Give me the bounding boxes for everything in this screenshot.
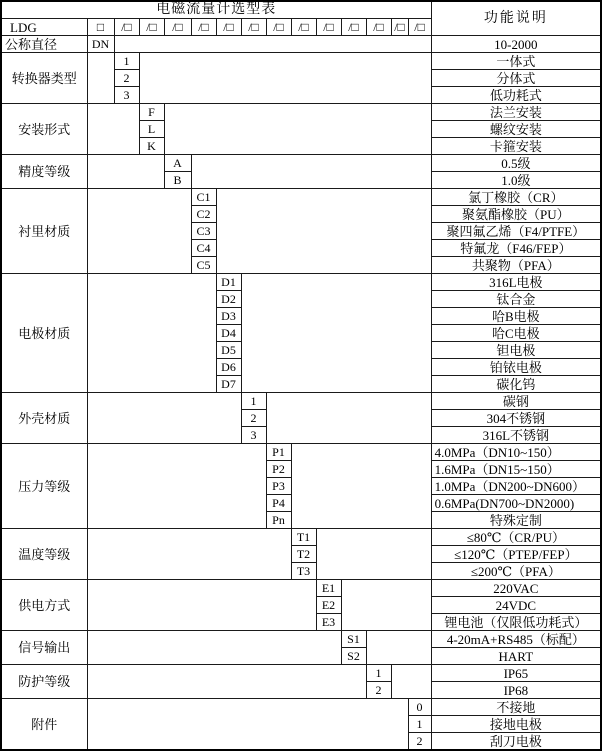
code-slot-box: /□: [266, 19, 291, 36]
description-cell: 哈B电极: [431, 308, 601, 325]
empty-filler: [241, 274, 431, 393]
category-label: 供电方式: [1, 580, 87, 631]
empty-filler: [139, 53, 431, 104]
code-cell: D3: [216, 308, 241, 325]
code-slot-box: □: [87, 19, 114, 36]
description-cell: 特氟龙（F46/FEP）: [431, 240, 601, 257]
description-cell: 钽电极: [431, 342, 601, 359]
category-label: 精度等级: [1, 155, 87, 189]
description-cell: 24VDC: [431, 597, 601, 614]
description-cell: 1.0级: [431, 172, 601, 189]
description-cell: ≤200℃（PFA）: [431, 563, 601, 580]
code-cell: P2: [266, 461, 291, 478]
description-cell: 哈C电极: [431, 325, 601, 342]
function-column-header: 功能说明: [431, 1, 601, 36]
model-prefix: LDG: [1, 19, 87, 36]
category-label: 附件: [1, 699, 87, 751]
category-label: 转换器类型: [1, 53, 87, 104]
code-cell: 0: [408, 699, 431, 716]
description-cell: 卡箍安装: [431, 138, 601, 155]
code-cell: D2: [216, 291, 241, 308]
code-slot-box: /□: [316, 19, 341, 36]
code-cell: E1: [316, 580, 341, 597]
description-cell: 特殊定制: [431, 512, 601, 529]
empty-filler: [114, 36, 431, 53]
description-cell: IP65: [431, 665, 601, 682]
empty-filler: [341, 580, 431, 631]
description-cell: 不接地: [431, 699, 601, 716]
code-cell: P4: [266, 495, 291, 512]
code-cell: E2: [316, 597, 341, 614]
description-cell: 一体式: [431, 53, 601, 70]
description-cell: 分体式: [431, 70, 601, 87]
description-cell: ≤80℃（CR/PU）: [431, 529, 601, 546]
category-label: 压力等级: [1, 444, 87, 529]
description-cell: 钛合金: [431, 291, 601, 308]
description-cell: 聚四氟乙烯（F4/PTFE）: [431, 223, 601, 240]
empty-filler: [87, 155, 164, 189]
description-cell: 0.6MPa(DN700~DN2000): [431, 495, 601, 512]
code-cell: 2: [366, 682, 391, 699]
empty-filler: [366, 631, 431, 665]
code-cell: Pn: [266, 512, 291, 529]
code-cell: P3: [266, 478, 291, 495]
category-label: 电极材质: [1, 274, 87, 393]
empty-filler: [216, 189, 431, 274]
category-label: 外壳材质: [1, 393, 87, 444]
code-cell: 1: [366, 665, 391, 682]
description-cell: HART: [431, 648, 601, 665]
description-cell: 10-2000: [431, 36, 601, 53]
description-cell: 1.6MPa（DN15~150）: [431, 461, 601, 478]
code-slot-box: /□: [216, 19, 241, 36]
empty-filler: [87, 699, 408, 751]
empty-filler: [87, 393, 241, 444]
code-cell: S1: [341, 631, 366, 648]
code-slot-box: /□: [191, 19, 216, 36]
code-cell: E3: [316, 614, 341, 631]
category-label: 防护等级: [1, 665, 87, 699]
description-cell: 低功耗式: [431, 87, 601, 104]
description-cell: 0.5级: [431, 155, 601, 172]
empty-filler: [87, 665, 366, 699]
empty-filler: [87, 529, 291, 580]
code-cell: C3: [191, 223, 216, 240]
category-label: 公称直径: [1, 36, 87, 53]
code-slot-box: /□: [408, 19, 431, 36]
description-cell: 304不锈钢: [431, 410, 601, 427]
description-cell: 氯丁橡胶（CR）: [431, 189, 601, 206]
code-cell: A: [164, 155, 191, 172]
description-cell: 接地电极: [431, 716, 601, 733]
empty-filler: [87, 104, 139, 155]
code-cell: F: [139, 104, 164, 121]
code-cell: S2: [341, 648, 366, 665]
code-cell: 1: [408, 716, 431, 733]
description-cell: 螺纹安装: [431, 121, 601, 138]
code-cell: C4: [191, 240, 216, 257]
code-cell: 2: [114, 70, 139, 87]
description-cell: IP68: [431, 682, 601, 699]
description-cell: 316L不锈钢: [431, 427, 601, 444]
code-cell: D5: [216, 342, 241, 359]
code-cell: 3: [241, 427, 266, 444]
code-slot-box: /□: [341, 19, 366, 36]
code-cell: C1: [191, 189, 216, 206]
empty-filler: [87, 189, 191, 274]
empty-filler: [391, 665, 431, 699]
code-cell: T1: [291, 529, 316, 546]
description-cell: 聚氨酯橡胶（PU）: [431, 206, 601, 223]
code-cell: DN: [87, 36, 114, 53]
empty-filler: [316, 529, 431, 580]
description-cell: 1.0MPa（DN200~DN600）: [431, 478, 601, 495]
empty-filler: [164, 104, 431, 155]
code-cell: C2: [191, 206, 216, 223]
empty-filler: [266, 393, 431, 444]
empty-filler: [87, 274, 216, 393]
code-cell: B: [164, 172, 191, 189]
category-label: 信号输出: [1, 631, 87, 665]
code-cell: D6: [216, 359, 241, 376]
code-cell: 2: [408, 733, 431, 751]
description-cell: 碳化钨: [431, 376, 601, 393]
code-slot-box: /□: [241, 19, 266, 36]
code-slot-box: /□: [291, 19, 316, 36]
code-slot-box: /□: [114, 19, 139, 36]
description-cell: 刮刀电极: [431, 733, 601, 751]
code-cell: K: [139, 138, 164, 155]
code-cell: D7: [216, 376, 241, 393]
description-cell: 法兰安装: [431, 104, 601, 121]
table-title: 电磁流量计选型表: [1, 1, 431, 19]
description-cell: ≤120℃（PTEP/FEP）: [431, 546, 601, 563]
empty-filler: [87, 580, 316, 631]
description-cell: 铂铱电极: [431, 359, 601, 376]
description-cell: 220VAC: [431, 580, 601, 597]
code-cell: L: [139, 121, 164, 138]
code-cell: C5: [191, 257, 216, 274]
description-cell: 碳钢: [431, 393, 601, 410]
code-cell: P1: [266, 444, 291, 461]
code-slot-box: /□: [391, 19, 408, 36]
code-cell: T2: [291, 546, 316, 563]
code-cell: D4: [216, 325, 241, 342]
code-cell: D1: [216, 274, 241, 291]
code-slot-box: /□: [164, 19, 191, 36]
code-cell: T3: [291, 563, 316, 580]
description-cell: 4.0MPa（DN10~150）: [431, 444, 601, 461]
category-label: 衬里材质: [1, 189, 87, 274]
description-cell: 316L电极: [431, 274, 601, 291]
code-slot-box: /□: [366, 19, 391, 36]
empty-filler: [87, 631, 341, 665]
empty-filler: [291, 444, 431, 529]
empty-filler: [87, 444, 266, 529]
description-cell: 4-20mA+RS485（标配）: [431, 631, 601, 648]
empty-filler: [87, 53, 114, 104]
code-cell: 1: [241, 393, 266, 410]
code-cell: 2: [241, 410, 266, 427]
category-label: 温度等级: [1, 529, 87, 580]
description-cell: 共聚物（PFA）: [431, 257, 601, 274]
category-label: 安装形式: [1, 104, 87, 155]
empty-filler: [191, 155, 431, 189]
code-slot-box: /□: [139, 19, 164, 36]
code-cell: 3: [114, 87, 139, 104]
description-cell: 锂电池（仅限低功耗式）: [431, 614, 601, 631]
code-cell: 1: [114, 53, 139, 70]
